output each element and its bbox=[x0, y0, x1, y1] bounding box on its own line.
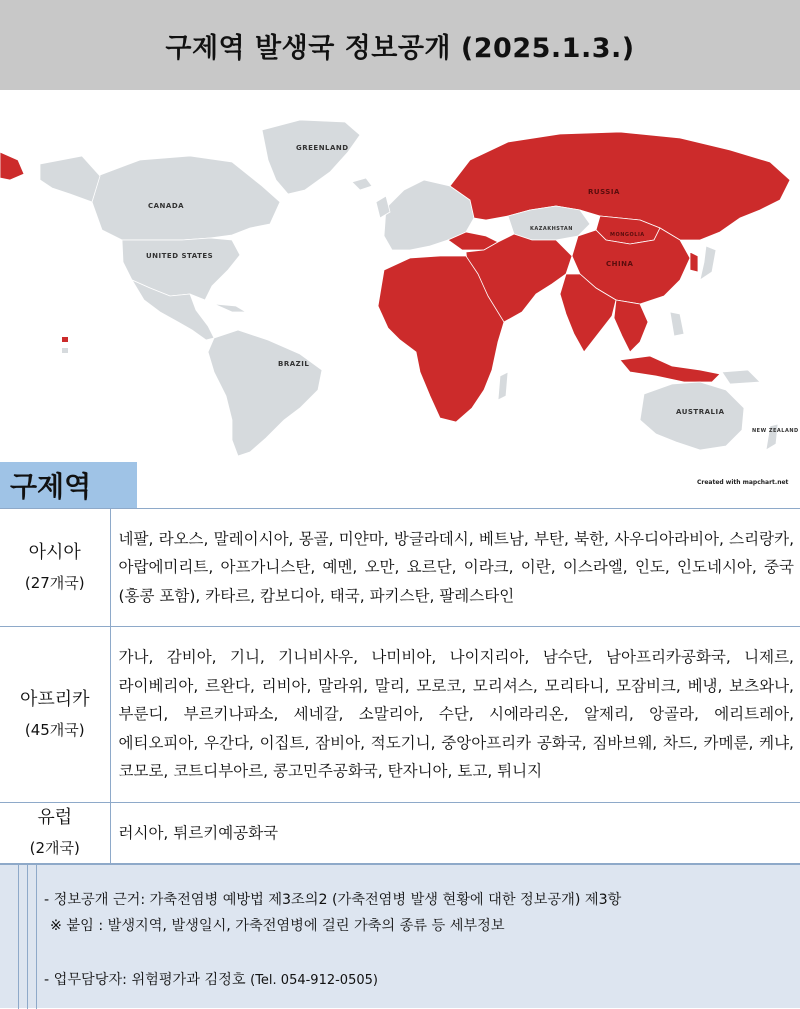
region-count: (45개국) bbox=[24, 720, 85, 739]
map-label-kazakhstan: KAZAKHSTAN bbox=[530, 226, 573, 232]
map-credit: Created with mapchart.net bbox=[697, 479, 789, 486]
map-papua bbox=[722, 370, 760, 384]
map-korea bbox=[690, 252, 698, 272]
map-alaska bbox=[40, 156, 100, 202]
region-count: (27개국) bbox=[24, 573, 85, 592]
region-name: 아프리카 bbox=[19, 688, 90, 710]
notes-basis: - 정보공개 근거: 가축전염병 예방법 제3조의2 (가축전염병 발생 현황에 대한 정보공개) 제3항 bbox=[44, 892, 622, 908]
map-hawaii-marker bbox=[62, 337, 68, 342]
map-label-new-zealand: NEW ZEALAND bbox=[752, 428, 799, 434]
map-label-greenland: GREENLAND bbox=[296, 144, 349, 152]
world-map-svg bbox=[0, 90, 800, 486]
table-row bbox=[0, 627, 800, 803]
region-count: (2개국) bbox=[29, 839, 80, 857]
map-madagascar bbox=[498, 372, 508, 400]
region-name-cell bbox=[0, 509, 110, 627]
map-russia-west-edge bbox=[0, 152, 24, 180]
map-se-asia bbox=[614, 300, 648, 352]
notes-divider bbox=[27, 865, 28, 1009]
table-row bbox=[0, 509, 800, 627]
page-title: 구제역 발생국 정보공개 (2025.1.3.) bbox=[165, 32, 635, 64]
notes-divider bbox=[18, 865, 19, 1009]
region-countries: 네팔, 라오스, 말레이시아, 몽골, 미얀마, 방글라데시, 베트남, 부탄, 북한, 사우디아라비아, 스리랑카, 아랍에미리트, 아프가니스탄, 예멘, 오만, 요르단, 이라크, 이란, 이스라엘, 인도, 인도네시아, 중국(홍콩 포함), 카타르, 캄보디아, 태국, 파키스탄, 팔레스타인 bbox=[110, 509, 800, 627]
map-canada bbox=[92, 156, 280, 240]
region-countries: 가나, 감비아, 기니, 기니비사우, 나미비아, 나이지리아, 남수단, 남아프리카공화국, 니제르, 라이베리아, 르완다, 리비아, 말라위, 말리, 모로코, 모리셔스, 모리타니, 모잠비크, 베냉, 보츠와나, 부룬디, 부르키나파소, 세네갈, 소말리아, 수단, 시에라리온, 알제리, 앙골라, 에리트레아, 에티오피아, 우간다, 이집트, 잠비아, 적도기니, 중앙아프리카 공화국, 짐바브웨, 차드, 카메룬, 케냐, 코모로, 코트디부아르, 콩고민주공화국, 탄자니아, 토고, 튀니지 bbox=[110, 627, 800, 803]
notes-tel: (Tel. 054-912-0505) bbox=[250, 973, 378, 988]
page-header bbox=[0, 0, 800, 90]
region-name-cell bbox=[0, 803, 110, 864]
map-label-united-states: UNITED STATES bbox=[146, 252, 214, 260]
map-greenland bbox=[262, 120, 360, 194]
map-philippines bbox=[670, 312, 684, 336]
map-caribbean bbox=[214, 304, 246, 312]
map-legend-marker bbox=[62, 348, 68, 353]
notes-attachment: ※ 붙임 : 발생지역, 발생일시, 가축전염병에 걸린 가축의 종류 등 세부정보 bbox=[50, 918, 505, 934]
section-title-tab bbox=[0, 462, 137, 508]
section-title: 구제역 bbox=[10, 470, 92, 503]
notes-contact-line bbox=[44, 969, 378, 989]
map-japan bbox=[700, 246, 716, 280]
map-label-canada: CANADA bbox=[148, 202, 185, 210]
map-south-america bbox=[208, 330, 322, 456]
region-countries: 러시아, 튀르키예공화국 bbox=[110, 803, 800, 864]
world-map bbox=[0, 90, 800, 486]
map-label-russia: RUSSIA bbox=[588, 188, 620, 196]
map-iceland bbox=[352, 178, 372, 190]
map-australia bbox=[640, 382, 744, 450]
region-name-cell bbox=[0, 627, 110, 803]
notes-divider bbox=[36, 865, 37, 1009]
map-label-china: CHINA bbox=[606, 260, 634, 268]
region-table bbox=[0, 508, 800, 864]
region-name: 아시아 bbox=[28, 541, 81, 563]
map-label-brazil: BRAZIL bbox=[278, 360, 310, 368]
map-label-mongolia: MONGOLIA bbox=[610, 232, 645, 238]
region-name: 유럽 bbox=[37, 807, 73, 828]
notes-box bbox=[0, 864, 800, 1008]
notes-contact: - 업무담당자: 위험평가과 김정호 bbox=[44, 972, 246, 988]
map-indonesia bbox=[620, 356, 720, 382]
table-row bbox=[0, 803, 800, 864]
map-label-australia: AUSTRALIA bbox=[676, 408, 725, 416]
